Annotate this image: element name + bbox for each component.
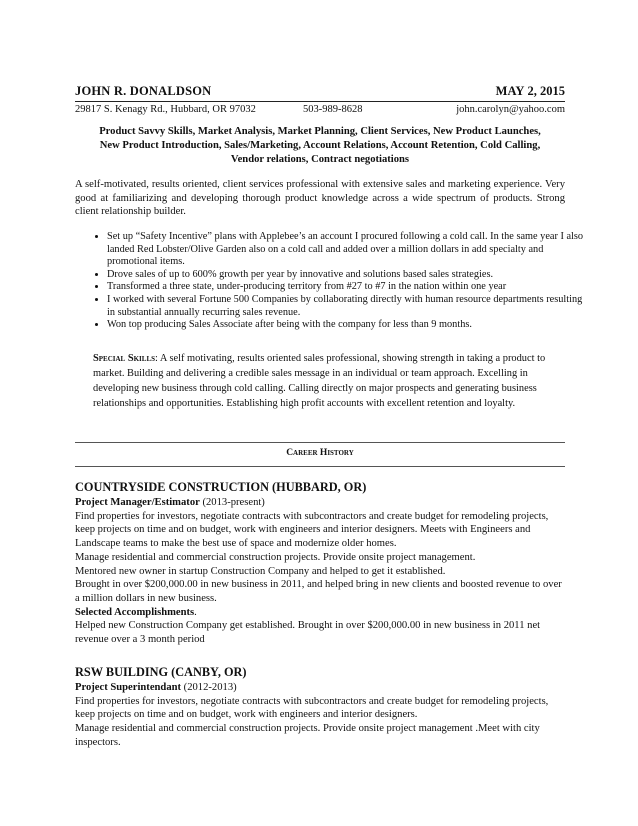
list-item: • I worked with several Fortune 500 Companies by collaborating directly with human resource departments resulting in substantial annually recurring sales revenue. <box>107 294 585 319</box>
job-title: Project Superintendant <box>75 682 182 693</box>
special-skills <box>93 351 563 411</box>
career-divider-bottom <box>75 466 565 467</box>
accomplishments-text: Helped new Construction Company get established. Brought in over $200,000.00 in new business in 2011 net revenue over a 3 month period <box>75 620 541 646</box>
list-item: • Drove sales of up to 600% growth per year by innovative and solutions based sales strategies. <box>107 269 585 282</box>
skills-line: Product Savvy Skills, Market Analysis, Market Planning, Client Services, New Product Launches, <box>99 126 541 137</box>
job-title-line <box>75 681 565 695</box>
email-link[interactable]: john.carolyn@yahoo.com <box>456 104 565 115</box>
career-history-heading: Career History <box>286 448 354 458</box>
job-title-line <box>75 496 565 510</box>
skills-line: New Product Introduction, Sales/Marketing, Account Relations, Account Retention, Cold Calling, <box>99 140 541 151</box>
job-title: Project Manager/Estimator <box>75 497 200 508</box>
name-last-rest: ONALDSON <box>138 84 212 98</box>
job-description: Find properties for investors, negotiate contracts with subcontractors and create budget for remodeling projects, keep projects on time and on budget, work with engineers and interior designers. Meets with Engineers and Landscape teams to make the best use of space and modernize older homes. <box>75 510 549 550</box>
job-description: Mentored new owner in startup Construction Company and helped to get it established. <box>75 565 446 577</box>
job-description: Find properties for investors, negotiate contracts with subcontractors and create budget for remodeling projects, keep projects on time and on budget, work with engineers and interior designers. <box>75 695 549 721</box>
job-dates: (2013-present) <box>199 497 265 508</box>
accomplishments-heading <box>75 606 565 620</box>
skills-line: Vendor relations, Contract negotiations <box>230 154 410 165</box>
name-middle: R. D <box>113 84 139 98</box>
address: 29817 S. Kenagy Rd., Hubbard, OR 97032 <box>75 104 256 115</box>
accomplishments-punct: . <box>194 606 197 618</box>
job-entry <box>75 496 565 647</box>
career-divider-top <box>75 442 565 443</box>
achievements-list <box>75 231 585 332</box>
job-description: Manage residential and commercial construction projects. Provide onsite project management .Meet with city inspectors. <box>75 723 540 748</box>
list-item: • Won top producing Sales Associate after being with the company for less than 9 months. <box>107 319 585 332</box>
list-item: • Set up “Safety Incentive” plans with Applebee’s an account I procured following a cold call. In the same year I also landed Red Lobster/Olive Garden also on a cold call and added over a million dollars in add specialty and promotional items. <box>107 231 585 269</box>
resume-date <box>496 84 565 99</box>
job-description: Brought in over $200,000.00 in new business in 2011, and helped bring in new clients and boosted revenue to over a million dollars in new business. <box>75 579 562 604</box>
job-description: Manage residential and commercial construction projects. Provide onsite project management. <box>75 551 476 563</box>
skills-summary <box>75 125 565 167</box>
job-dates: (2012-2013) <box>181 682 237 693</box>
name-first-rest: OHN <box>81 84 111 98</box>
date-initial: M <box>495 84 508 98</box>
list-item: • Transformed a three state, under-producing territory from #27 to #7 in the nation within one year <box>107 281 585 294</box>
applicant-name <box>75 84 211 99</box>
job-entry <box>75 681 565 750</box>
job-company: RSW BUILDING (CANBY, OR) <box>75 665 247 679</box>
profile-summary: A self-motivated, results oriented, client services professional with extensive sales and marketing experience. Very good at familiarizing and developing thorough product knowledge across a wide spectrum of products. Strong client relationship builder. <box>75 179 565 217</box>
job-company: COUNTRYSIDE CONSTRUCTION (HUBBARD, OR) <box>75 480 367 494</box>
header-divider <box>75 101 565 102</box>
phone: 503-989-8628 <box>303 104 363 115</box>
accomplishments-label: Selected Accomplishments <box>75 606 195 618</box>
name-initial: J <box>75 84 82 98</box>
special-skills-text: : A self motivating, results oriented sales professional, showing strength in taking a product to market. Building and delivering a credible sales message in an individual or team approach. Excelling in developing new business through cold calling. Calling directly on major prospects and generating business relationships and opportunities. Establishing high profit accounts with excellent retention and loyalty. <box>93 353 546 409</box>
date-day-year: 2, 2015 <box>527 84 565 98</box>
date-month-rest: AY <box>507 84 525 98</box>
special-skills-label: Special Skills <box>93 353 156 364</box>
